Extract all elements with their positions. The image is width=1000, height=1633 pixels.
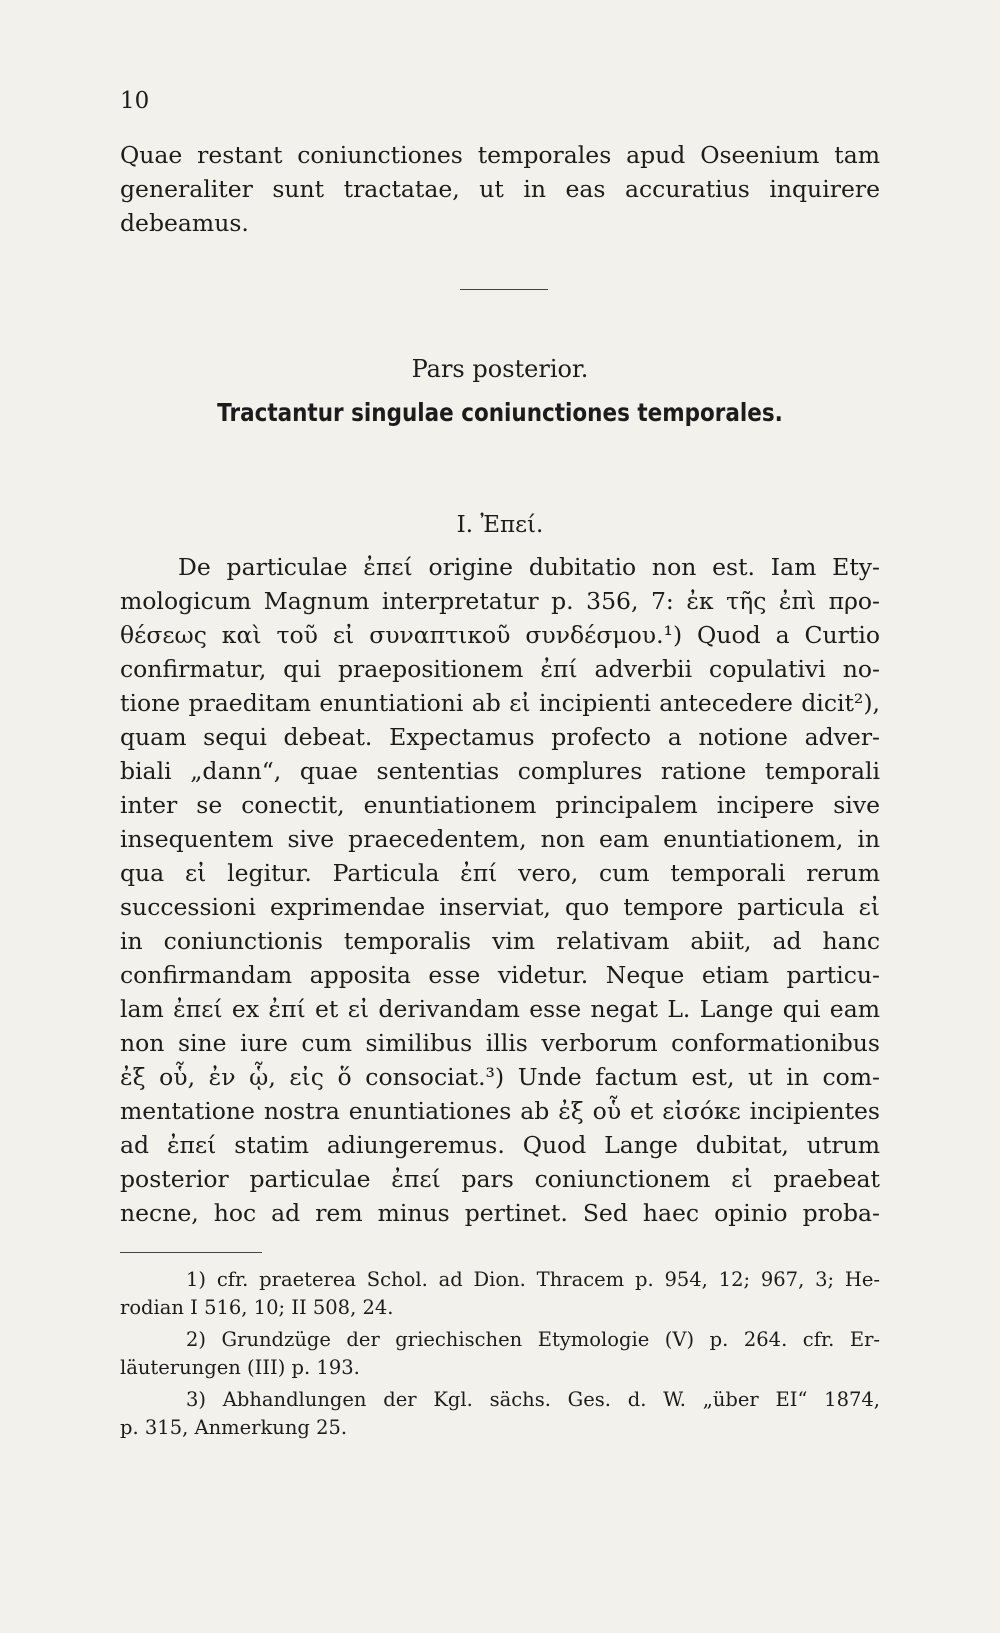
footnote-line: 3) Abhandlungen der Kgl. sächs. Ges. d. W. „über ΕΙ“ 1874, bbox=[186, 1388, 880, 1411]
body-line: inter se conectit, enuntiationem principalem incipere sive bbox=[120, 791, 880, 819]
body-line: necne, hoc ad rem minus pertinet. Sed haec opinio proba- bbox=[120, 1199, 880, 1227]
section-subheading: Tractantur singulae coniunctiones temporales. bbox=[217, 398, 783, 427]
footnote-line: rodian I 516, 10; II 508, 24. bbox=[120, 1296, 394, 1319]
body-line: biali „dann“, quae sententias complures ratione temporali bbox=[120, 757, 880, 785]
body-line: posterior particulae ἐπεί pars coniunctionem εἰ praebeat bbox=[120, 1165, 880, 1193]
separator-rule bbox=[460, 289, 548, 290]
body-line: mologicum Magnum interpretatur p. 356, 7: ἐκ τῆς ἐπὶ προ- bbox=[120, 587, 880, 615]
body-line: quam sequi debeat. Expectamus profecto a notione adver- bbox=[120, 723, 880, 751]
body-line: confirmandam apposita esse videtur. Neque etiam particu- bbox=[120, 961, 880, 989]
body-line: De particulae ἐπεί origine dubitatio non est. Iam Ety- bbox=[178, 553, 880, 581]
chapter-heading: I. Ἐπεί. bbox=[456, 512, 544, 538]
intro-line: generaliter sunt tractatae, ut in eas accuratius inquirere bbox=[120, 175, 880, 203]
body-line: tione praeditam enuntiationi ab εἰ incipienti antecedere dicit²), bbox=[120, 689, 880, 717]
body-line: insequentem sive praecedentem, non eam enuntiationem, in bbox=[120, 825, 880, 853]
body-line: ad ἐπεί statim adiungeremus. Quod Lange dubitat, utrum bbox=[120, 1131, 880, 1159]
body-line: qua εἰ legitur. Particula ἐπί vero, cum temporali rerum bbox=[120, 859, 880, 887]
body-line: non sine iure cum similibus illis verborum conformationibus bbox=[120, 1029, 880, 1057]
body-line: mentatione nostra enuntiationes ab ἐξ οὗ et εἰσόκε incipientes bbox=[120, 1097, 880, 1125]
footnote-line: 2) Grundzüge der griechischen Etymologie (V) p. 264. cfr. Er- bbox=[186, 1328, 880, 1351]
body-line: confirmatur, qui praepositionem ἐπί adverbii copulativi no- bbox=[120, 655, 880, 683]
footnote-line: läuterungen (III) p. 193. bbox=[120, 1356, 360, 1379]
body-line: ἐξ οὗ, ἐν ᾧ, εἰς ὅ consociat.³) Unde factum est, ut in com- bbox=[120, 1063, 880, 1091]
footnote-rule bbox=[120, 1252, 262, 1253]
section-heading: Pars posterior. bbox=[411, 355, 589, 383]
intro-line: Quae restant coniunctiones temporales apud Oseenium tam bbox=[120, 141, 880, 169]
intro-line: debeamus. bbox=[120, 209, 249, 237]
page-number: 10 bbox=[120, 88, 150, 114]
body-line: in coniunctionis temporalis vim relativam abiit, ad hanc bbox=[120, 927, 880, 955]
body-line: θέσεως καὶ τοῦ εἰ συναπτικοῦ συνδέσμου.¹) Quod a Curtio bbox=[120, 621, 880, 649]
body-line: successioni exprimendae inserviat, quo tempore particula εἰ bbox=[120, 893, 880, 921]
footnote-line: p. 315, Anmerkung 25. bbox=[120, 1416, 348, 1439]
body-line: lam ἐπεί ex ἐπί et εἰ derivandam esse negat L. Lange qui eam bbox=[120, 995, 880, 1023]
footnote-line: 1) cfr. praeterea Schol. ad Dion. Thracem p. 954, 12; 967, 3; He- bbox=[186, 1268, 880, 1291]
